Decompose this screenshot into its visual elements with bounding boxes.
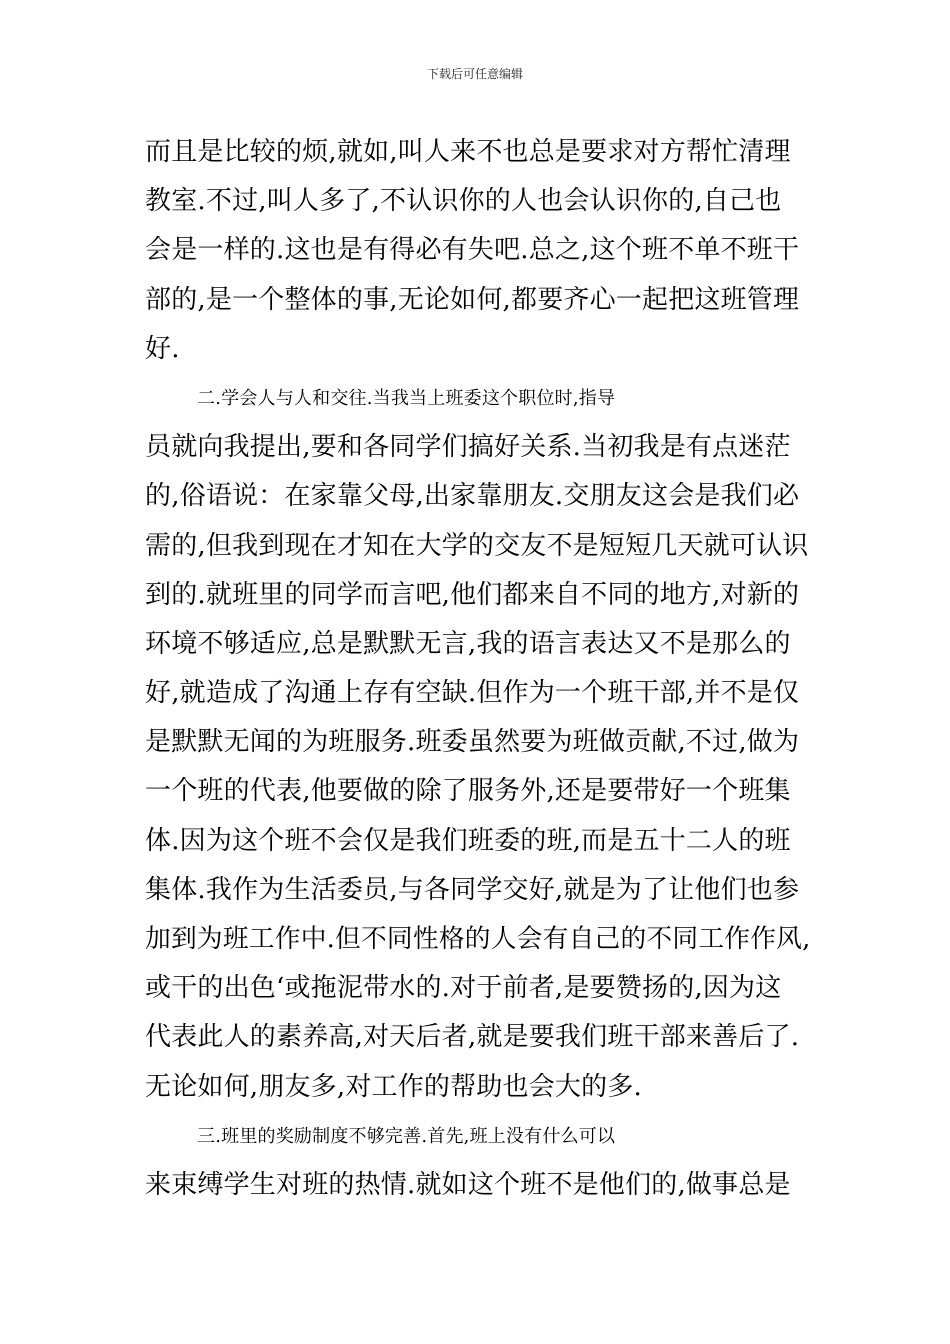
text-line: 三.班里的奖励制度不够完善.首先,班上没有什么可以 bbox=[197, 1125, 616, 1147]
text-line: 环境不够适应,总是默默无言,我的语言表达又不是那么的 bbox=[145, 628, 791, 659]
document-body bbox=[145, 128, 815, 1210]
text-line: 来束缚学生对班的热情.就如这个班不是他们的,做事总是 bbox=[145, 1169, 791, 1200]
text-line: 一个班的代表,他要做的除了服务外,还是要带好一个班集 bbox=[145, 776, 791, 807]
text-line: 体.因为这个班不会仅是我们班委的班,而是五十二人的班 bbox=[145, 825, 791, 856]
text-line: 教室.不过,叫人多了,不认识你的人也会认识你的,自己也 bbox=[145, 186, 782, 217]
text-line: 或干的出色‘或拖泥带水的.对于前者,是要赞扬的,因为这 bbox=[145, 973, 782, 1004]
text-line: 到的.就班里的同学而言吧,他们都来自不同的地方,对新的 bbox=[145, 579, 800, 610]
text-line: 是默默无闻的为班服务.班委虽然要为班做贡献,不过,做为 bbox=[145, 727, 800, 758]
text-line: 无论如何,朋友多,对工作的帮助也会大的多. bbox=[145, 1071, 642, 1102]
text-line: 需的,但我到现在才知在大学的交友不是短短几天就可认识 bbox=[145, 530, 809, 561]
text-line: 加到为班工作中.但不同性格的人会有自己的不同工作作风, bbox=[145, 924, 811, 954]
text-line: 二.学会人与人和交往.当我当上班委这个职位时,指导 bbox=[197, 387, 616, 409]
text-line: 而且是比较的烦,就如,叫人来不也总是要求对方帮忙清理 bbox=[145, 137, 791, 167]
text-line: 会是一样的.这也是有得必有失吧.总之,这个班不单不班干 bbox=[145, 235, 800, 266]
text-line: 集体.我作为生活委员,与各同学交好,就是为了让他们也参 bbox=[145, 874, 800, 905]
page-header-note: 下载后可任意编辑 bbox=[426, 67, 523, 81]
text-line: 员就向我提出,要和各同学们搞好关系.当初我是有点迷茫 bbox=[145, 432, 791, 463]
text-line: 代表此人的素养高,对天后者,就是要我们班干部来善后了. bbox=[145, 1022, 800, 1053]
text-line: 好. bbox=[145, 333, 180, 364]
text-line: 部的,是一个整体的事,无论如何,都要齐心一起把这班管理 bbox=[145, 284, 800, 315]
text-line: 的,俗语说：在家靠父母,出家靠朋友.交朋友这会是我们必 bbox=[145, 481, 800, 512]
text-line: 好,就造成了沟通上存有空缺.但作为一个班干部,并不是仅 bbox=[145, 678, 800, 709]
